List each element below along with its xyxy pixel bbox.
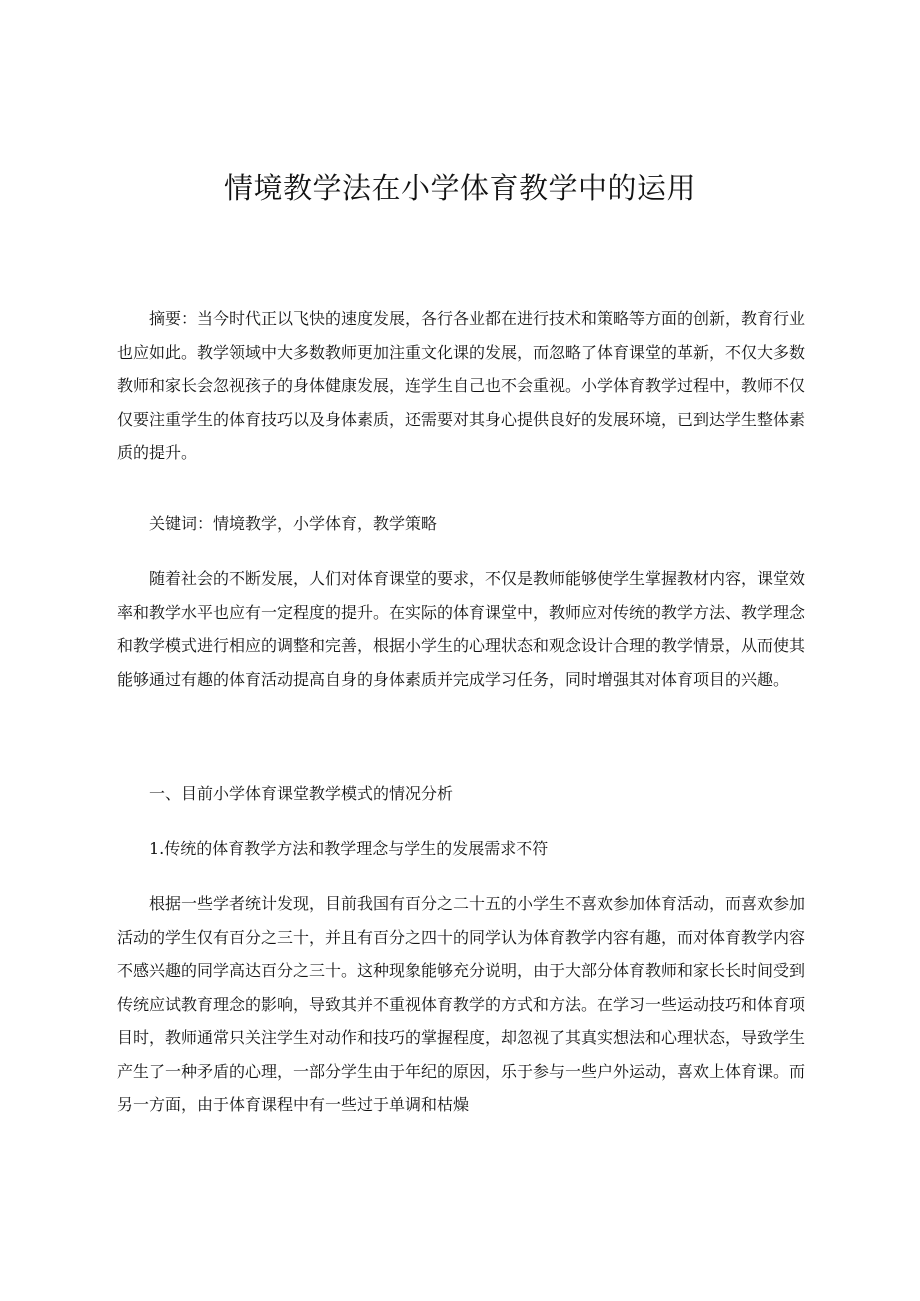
intro-paragraph: 随着社会的不断发展，人们对体育课堂的要求，不仅是教师能够使学生掌握教材内容，课堂效率和教学水平也应有一定程度的提升。在实际的体育课堂中，教师应对传统的教学方法、教学理念和教学模式进行相应的调整和完善，根据小学生的心理状态和观念设计合理的教学情景，从而使其能够通过有趣的体育活动提高自身的身体素质并完成学习任务，同时增强其对体育项目的兴趣。 bbox=[117, 569, 806, 689]
keywords-line: 关键词：情境教学，小学体育，教学策略 bbox=[149, 514, 438, 533]
abstract-paragraph: 摘要：当今时代正以飞快的速度发展，各行各业都在进行技术和策略等方面的创新，教育行业也应如此。教学领域中大多数教师更加注重文化课的发展，而忽略了体育课堂的革新，不仅大多数教师和家长会忽视孩子的身体健康发展，连学生自己也不会重视。小学体育教学过程中，教师不仅仅要注重学生的体育技巧以及身体素质，还需要对其身心提供良好的发展环境，已到达学生整体素质的提升。 bbox=[117, 309, 806, 462]
document-title: 情境教学法在小学体育教学中的运用 bbox=[223, 171, 696, 205]
section-heading: 一、目前小学体育课堂教学模式的情况分析 bbox=[149, 784, 454, 803]
subsection-heading: 1.传统的体育教学方法和教学理念与学生的发展需求不符 bbox=[149, 839, 549, 858]
body-paragraph: 根据一些学者统计发现，目前我国有百分之二十五的小学生不喜欢参加体育活动，而喜欢参加活动的学生仅有百分之三十，并且有百分之四十的同学认为体育教学内容有趣，而对体育教学内容不感兴趣的同学高达百分之三十。这种现象能够充分说明，由于大部分体育教师和家长长时间受到传统应试教育理念的影响，导致其并不重视体育教学的方式和方法。在学习一些运动技巧和体育项目时，教师通常只关注学生对动作和技巧的掌握程度，却忽视了其真实想法和心理状态，导致学生产生了一种矛盾的心理，一部分学生由于年纪的原因，乐于参与一些户外运动，喜欢上体育课。而另一方面，由于体育课程中有一些过于单调和枯燥 bbox=[117, 894, 806, 1114]
